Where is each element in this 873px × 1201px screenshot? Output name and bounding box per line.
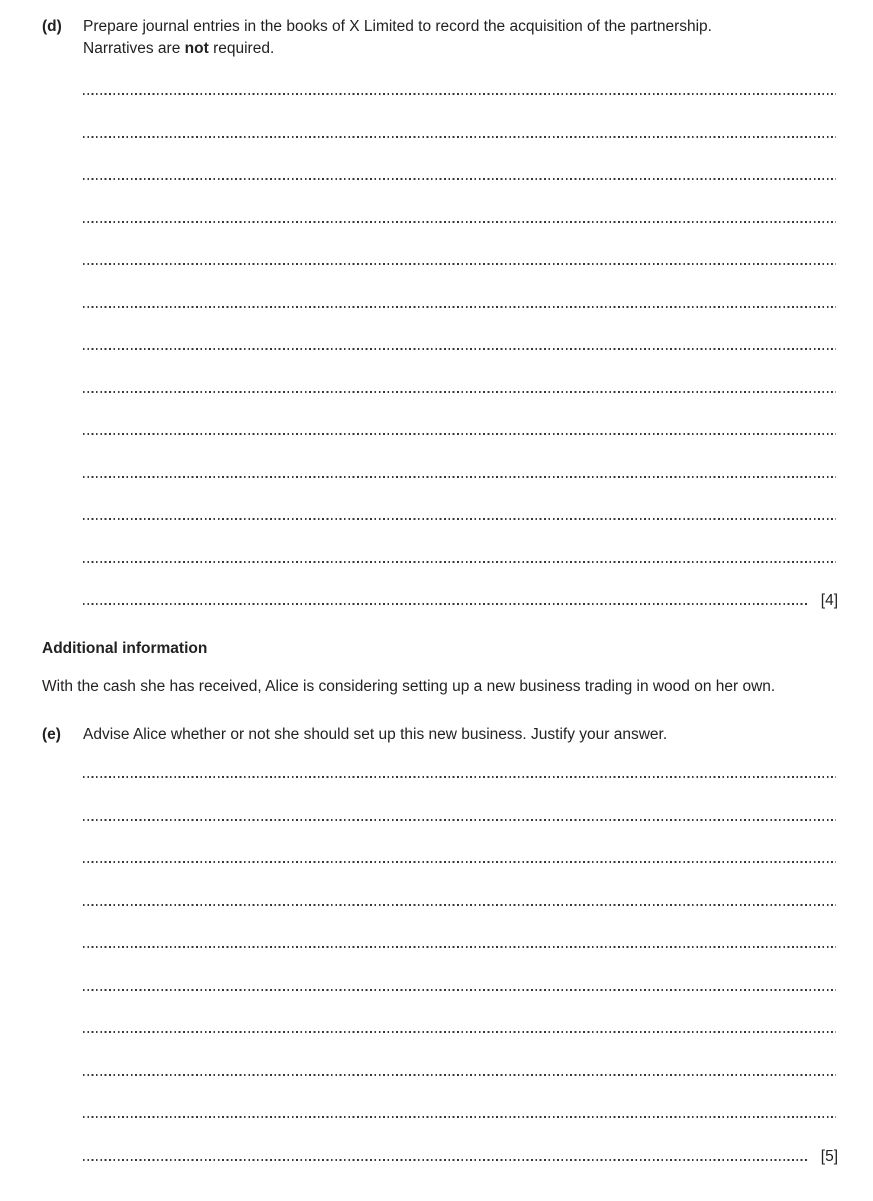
- answer-line: [83, 478, 836, 521]
- question-d-sentence-2: [83, 38, 836, 60]
- question-e-label: (e): [42, 726, 61, 743]
- question-d-sentence-2-prefix: Narratives are: [83, 40, 185, 57]
- question-d-prompt: [83, 16, 836, 60]
- answer-line: [83, 350, 836, 393]
- question-d-label: (d): [42, 18, 62, 35]
- question-d-sentence-2-suffix: required.: [208, 40, 275, 57]
- answer-line: [83, 563, 838, 609]
- marks-label: [5]: [820, 1147, 838, 1165]
- answer-line: [83, 1076, 836, 1119]
- additional-information-heading: Additional information: [42, 640, 208, 657]
- answer-line: [83, 1033, 836, 1076]
- answer-line: [83, 138, 836, 181]
- answer-line: [83, 778, 836, 821]
- answer-line: [83, 821, 836, 864]
- answer-line: [83, 1118, 838, 1165]
- answer-line: [83, 906, 836, 949]
- answer-line: [83, 60, 836, 95]
- answer-line: [83, 435, 836, 478]
- answer-line: [83, 746, 836, 778]
- answer-line: [83, 223, 836, 266]
- question-d: [42, 16, 836, 60]
- additional-information-text: With the cash she has received, Alice is considering setting up a new business trading in wood on her own.: [42, 678, 776, 695]
- question-e: [42, 724, 836, 746]
- question-d-answer-lines: [83, 60, 838, 609]
- question-e-prompt: Advise Alice whether or not she should set up this new business. Justify your answer.: [83, 726, 668, 743]
- answer-line: [83, 991, 836, 1034]
- answer-line: [83, 180, 836, 223]
- question-d-sentence-1: Prepare journal entries in the books of X Limited to record the acquisition of the partnership.: [83, 18, 712, 35]
- answer-line: [83, 265, 836, 308]
- question-d-sentence-2-bold: not: [184, 40, 209, 57]
- answer-line: [83, 308, 836, 351]
- marks-label: [4]: [820, 592, 838, 609]
- answer-line: [83, 95, 836, 138]
- answer-line: [83, 948, 836, 991]
- answer-line: [83, 393, 836, 436]
- answer-line: [83, 520, 836, 563]
- answer-line: [83, 863, 836, 906]
- question-e-answer-lines: [83, 746, 838, 1165]
